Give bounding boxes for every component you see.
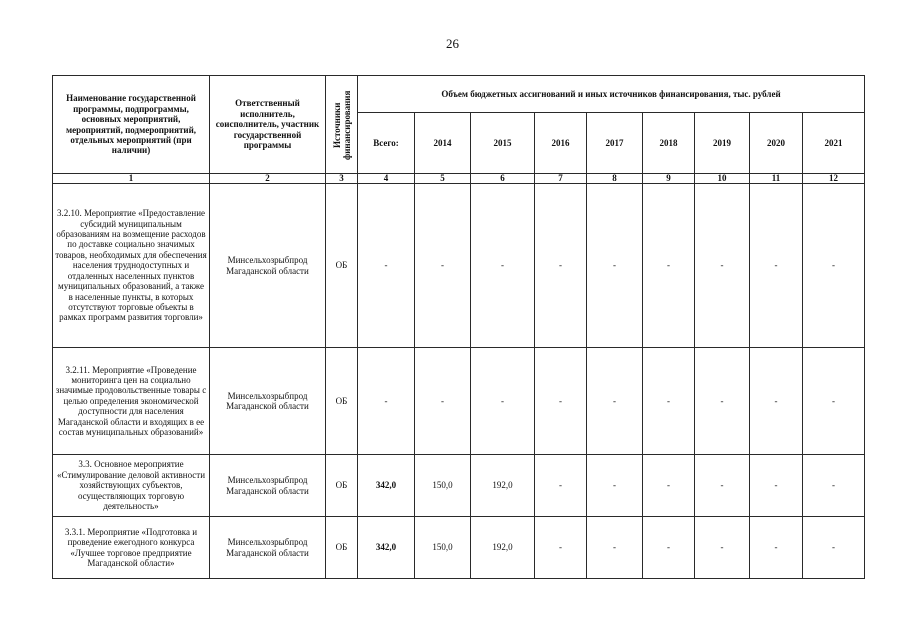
row-name: 3.3. Основное мероприятие «Стимулирование деловой активности хозяйствующих субъектов, осуществляющих торговую деятельность» — [53, 455, 210, 517]
row-value: - — [750, 184, 803, 348]
row-value: - — [643, 348, 695, 455]
row-value: - — [803, 348, 865, 455]
row-name: 3.3.1. Мероприятие «Подготовка и проведение ежегодного конкурса «Лучшее торговое предприятие Магаданской области» — [53, 517, 210, 579]
row-value: - — [695, 348, 750, 455]
header-year: 2019 — [695, 113, 750, 174]
row-value: - — [358, 348, 415, 455]
row-value: - — [471, 184, 535, 348]
row-value: - — [695, 455, 750, 517]
row-value: - — [750, 348, 803, 455]
column-number: 12 — [803, 174, 865, 184]
row-source: ОБ — [326, 184, 358, 348]
column-number: 3 — [326, 174, 358, 184]
header-row-main — [53, 76, 865, 113]
row-responsible: Минсельхозрыбпрод Магаданской области — [210, 184, 326, 348]
row-source: ОБ — [326, 455, 358, 517]
column-number: 9 — [643, 174, 695, 184]
column-number-row — [53, 174, 865, 184]
row-value-total: 342,0 — [358, 517, 415, 579]
row-value: - — [415, 184, 471, 348]
row-source: ОБ — [326, 517, 358, 579]
header-total: Всего: — [358, 113, 415, 174]
header-year: 2015 — [471, 113, 535, 174]
header-year: 2014 — [415, 113, 471, 174]
column-number: 1 — [53, 174, 210, 184]
row-value: - — [535, 348, 587, 455]
table-row — [53, 184, 865, 348]
column-number: 10 — [695, 174, 750, 184]
row-value: - — [471, 348, 535, 455]
row-responsible: Минсельхозрыбпрод Магаданской области — [210, 348, 326, 455]
table-row — [53, 348, 865, 455]
column-number: 11 — [750, 174, 803, 184]
row-value: - — [695, 517, 750, 579]
header-source — [326, 76, 358, 174]
row-value: 192,0 — [471, 455, 535, 517]
row-value: - — [803, 184, 865, 348]
row-value-total: 342,0 — [358, 455, 415, 517]
page-number: 26 — [446, 36, 459, 51]
header-source-label: Источники финансирования — [331, 89, 352, 160]
row-value: - — [587, 455, 643, 517]
column-number: 4 — [358, 174, 415, 184]
row-value: - — [587, 348, 643, 455]
header-responsible: Ответственный исполнитель, соисполнитель, участник государственной программы — [210, 76, 326, 174]
row-value: 192,0 — [471, 517, 535, 579]
table-row — [53, 455, 865, 517]
row-value: - — [803, 517, 865, 579]
header-funding: Объем бюджетных ассигнований и иных источников финансирования, тыс. рублей — [358, 76, 865, 113]
header-year: 2021 — [803, 113, 865, 174]
row-value: - — [643, 184, 695, 348]
row-responsible: Минсельхозрыбпрод Магаданской области — [210, 517, 326, 579]
row-name: 3.2.10. Мероприятие «Предоставление субсидий муниципальным образованиям на возмещение расходов по доставке социально значимых товаров, необходимых для обеспечения населения труднодоступных и отдаленных населенных пунктов муниципальных образований, а также в населенные пункты, в которых отсутствуют торговые объекты в рамках программ развития торговли» — [53, 184, 210, 348]
row-value: 150,0 — [415, 455, 471, 517]
budget-table — [52, 75, 865, 579]
column-number: 8 — [587, 174, 643, 184]
column-number: 6 — [471, 174, 535, 184]
header-year: 2020 — [750, 113, 803, 174]
header-year: 2016 — [535, 113, 587, 174]
row-value: - — [358, 184, 415, 348]
header-year: 2017 — [587, 113, 643, 174]
row-value: - — [535, 184, 587, 348]
row-value: - — [415, 348, 471, 455]
row-source: ОБ — [326, 348, 358, 455]
row-value: - — [587, 184, 643, 348]
header-year: 2018 — [643, 113, 695, 174]
row-value: - — [750, 455, 803, 517]
header-name: Наименование государственной программы, подпрограммы, основных мероприятий, мероприятий, подмероприятий, отдельных мероприятий (при наличии) — [53, 76, 210, 174]
row-value: - — [643, 517, 695, 579]
row-value: - — [750, 517, 803, 579]
row-responsible: Минсельхозрыбпрод Магаданской области — [210, 455, 326, 517]
column-number: 5 — [415, 174, 471, 184]
row-value: - — [695, 184, 750, 348]
row-value: - — [643, 455, 695, 517]
row-value: - — [587, 517, 643, 579]
row-name: 3.2.11. Мероприятие «Проведение мониторинга цен на социально значимые продовольственные товары с целью определения экономической доступности для населения Магаданской области и входящих в ее состав муниципальных образований» — [53, 348, 210, 455]
table-row — [53, 517, 865, 579]
row-value: - — [535, 455, 587, 517]
row-value: - — [535, 517, 587, 579]
column-number: 2 — [210, 174, 326, 184]
row-value: 150,0 — [415, 517, 471, 579]
row-value: - — [803, 455, 865, 517]
column-number: 7 — [535, 174, 587, 184]
